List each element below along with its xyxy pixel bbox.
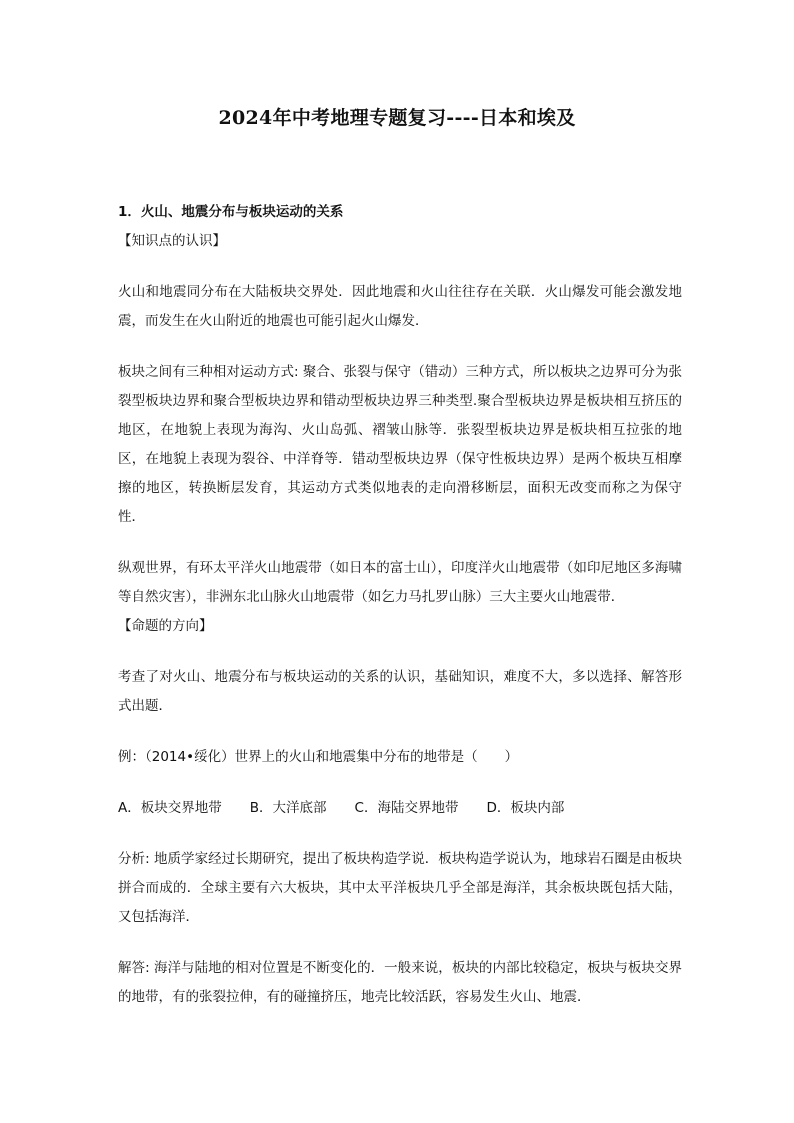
paragraph-plate-boundaries: 板块之间有三种相对运动方式: 聚合、张裂与保守（错动）三种方式，所以板块之边界可分为张裂型板块边界和聚合型板块边界和错动型板块边界三种类型.聚合型板块边界是板块相互挤压的地区，在地貌上表现为海沟、火山岛弧、褶皱山脉等．张裂型板块边界是板块相互拉张的地区，在地貌上表现为裂谷、中洋脊等．错动型板块边界（保守性板块边界）是两个板块互相摩擦的地区，转换断层发育，其运动方式类似地表的走向滑移断层，面积无改变而称之为保守性．: [118, 364, 682, 525]
example-question: 例：（2014•绥化）世界上的火山和地震集中分布的地带是（ ）: [118, 749, 519, 765]
answer-options: [118, 794, 682, 823]
option-c: C．海陆交界地带: [354, 800, 459, 816]
paragraph-volcano-earthquake: 火山和地震同分布在大陆板块交界处．因此地震和火山往往存在关联．火山爆发可能会激发地震，而发生在火山附近的地震也可能引起火山爆发．: [118, 284, 682, 329]
option-a: A．板块交界地带: [118, 800, 222, 816]
direction-label: 【命题的方向】: [118, 618, 213, 634]
paragraph-exam-direction: 考查了对火山、地震分布与板块运动的关系的认识，基础知识，难度不大，多以选择、解答形式出题．: [118, 669, 682, 714]
document-title: 2024年中考地理专题复习----日本和埃及: [218, 107, 576, 129]
option-b: B．大洋底部: [249, 800, 327, 816]
analysis-paragraph: 分析: 地质学家经过长期研究，提出了板块构造学说．板块构造学说认为，地球岩石圈是由板块拼合而成的．全球主要有六大板块，其中太平洋板块几乎全部是海洋，其余板块既包括大陆，又包括海洋．: [118, 851, 682, 925]
section-heading: 1．火山、地震分布与板块运动的关系: [118, 204, 344, 220]
answer-paragraph: 解答: 海洋与陆地的相对位置是不断变化的．一般来说，板块的内部比较稳定，板块与板块交界的地带，有的张裂拉伸，有的碰撞挤压，地壳比较活跃，容易发生火山、地震．: [118, 960, 682, 1005]
knowledge-label: 【知识点的认识】: [118, 233, 226, 249]
option-d: D．板块内部: [486, 800, 565, 816]
paragraph-seismic-belts: 纵观世界，有环太平洋火山地震带（如日本的富士山），印度洋火山地震带（如印尼地区多海啸等自然灾害），非洲东北山脉火山地震带（如乞力马扎罗山脉）三大主要火山地震带．: [118, 560, 682, 605]
document-body: [118, 198, 682, 1012]
